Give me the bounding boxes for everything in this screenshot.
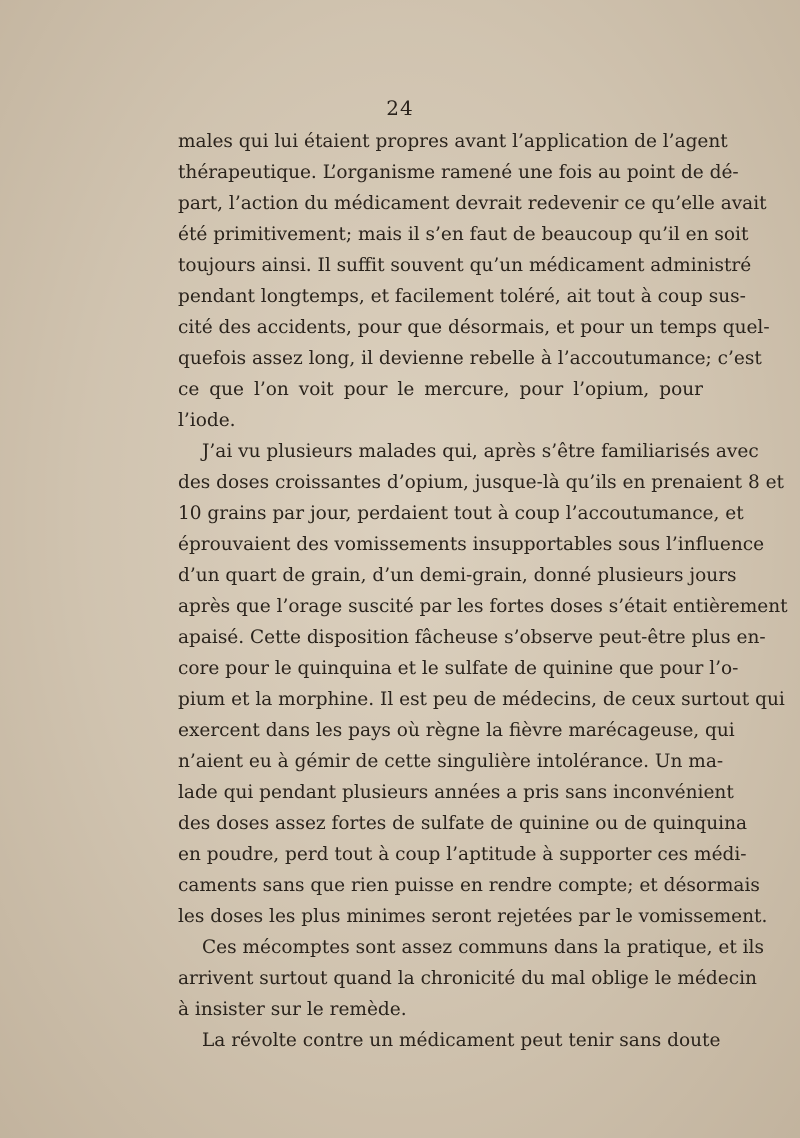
text-line: apaisé. Cette disposition fâcheuse s’observe peut-être plus en- (178, 627, 766, 648)
text-line: en poudre, perd tout à coup l’aptitude à supporter ces médi- (178, 844, 747, 865)
text-line: pendant longtemps, et facilement toléré, ait tout à coup sus- (178, 286, 746, 307)
text-line: Ces mécomptes sont assez communs dans la pratique, et ils (202, 937, 764, 958)
text-line: quefois assez long, il devienne rebelle à l’accoutumance; c’est (178, 348, 762, 369)
text-line: males qui lui étaient propres avant l’application de l’agent (178, 131, 728, 152)
text-line: des doses assez fortes de sulfate de quinine ou de quinquina (178, 813, 748, 834)
text-line: après que l’orage suscité par les fortes doses s’était entièrement (178, 596, 788, 617)
text-line: exercent dans les pays où règne la fièvre marécageuse, qui (178, 720, 735, 741)
text-line: arrivent surtout quand la chronicité du mal oblige le médecin (178, 968, 757, 989)
text-line: part, l’action du médicament devrait redevenir ce qu’elle avait (178, 193, 767, 214)
text-line: ce que l’on voit pour le mercure, pour l’opium, pour (178, 379, 703, 400)
text-line: 10 grains par jour, perdaient tout à coup l’accoutumance, et (178, 503, 744, 524)
text-line: thérapeutique. L’organisme ramené une fois au point de dé- (178, 162, 739, 183)
text-line: éprouvaient des vomissements insupportables sous l’influence (178, 534, 765, 555)
text-line: à insister sur le remède. (178, 999, 407, 1020)
text-line: lade qui pendant plusieurs années a pris sans inconvénient (178, 782, 734, 803)
text-line: d’un quart de grain, d’un demi-grain, donné plusieurs jours (178, 565, 737, 586)
text-line: pium et la morphine. Il est peu de médecins, de ceux surtout qui (178, 689, 785, 710)
text-line: La révolte contre un médicament peut tenir sans doute (202, 1030, 721, 1051)
text-line: caments sans que rien puisse en rendre compte; et désormais (178, 875, 760, 896)
text-line: core pour le quinquina et le sulfate de quinine que pour l’o- (178, 658, 739, 679)
text-line: toujours ainsi. Il suffit souvent qu’un médicament administré (178, 255, 752, 276)
text-line: été primitivement; mais il s’en faut de beaucoup qu’il en soit (178, 224, 749, 245)
text-line: cité des accidents, pour que désormais, et pour un temps quel- (178, 317, 770, 338)
text-line: des doses croissantes d’opium, jusque-là qu’ils en prenaient 8 et (178, 472, 784, 493)
page-number: 24 (386, 96, 414, 120)
text-line: l’iode. (178, 410, 236, 431)
body-text (178, 126, 788, 1056)
text-line: les doses les plus minimes seront rejetées par le vomissement. (178, 906, 768, 927)
text-line: J’ai vu plusieurs malades qui, après s’être familiarisés avec (202, 441, 759, 462)
text-line: n’aient eu à gémir de cette singulière intolérance. Un ma- (178, 751, 724, 772)
